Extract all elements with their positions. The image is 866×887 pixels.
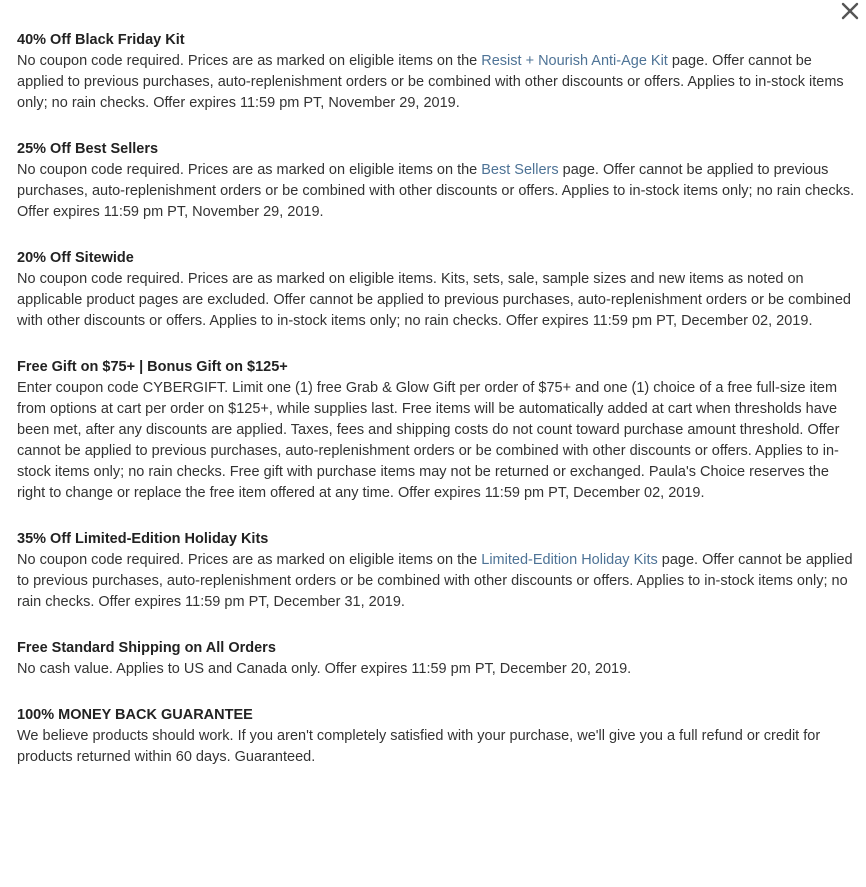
- offer-free-gift: [17, 357, 857, 504]
- offer-description: [17, 659, 857, 680]
- offer-description: [17, 550, 857, 613]
- offer-holiday-kits: [17, 529, 857, 613]
- offer-money-back-guarantee: [17, 705, 857, 768]
- offer-title: Free Gift on $75+ | Bonus Gift on $125+: [17, 359, 288, 375]
- offer-free-shipping: [17, 638, 857, 680]
- offer-black-friday-kit: [17, 30, 857, 114]
- close-icon: [840, 1, 860, 21]
- offer-text-after: page. Offer cannot be applied to previous purchases, auto-replenishment orders or be combined with other discounts or offers. Applies to in-stock items only; no rain checks. Offer expires 11:59 pm PT, December 31, 2019.: [17, 552, 853, 610]
- offer-title: 25% Off Best Sellers: [17, 141, 159, 157]
- offer-text-before: No coupon code required. Prices are as marked on eligible items on the: [17, 162, 482, 178]
- offer-text-before: We believe products should work. If you aren't completely satisfied with your purchase, we'll give you a full refund or credit for products returned within 60 days. Guaranteed.: [17, 728, 821, 765]
- offer-text-before: No coupon code required. Prices are as marked on eligible items. Kits, sets, sale, sample sizes and new items as noted on applicable product pages are excluded. Offer cannot be applied to previous purchases, auto-replenishment orders or be combined with other discounts or offers. Applies to in-stock items only; no rain checks. Offer expires 11:59 pm PT, December 02, 2019.: [17, 271, 851, 329]
- offer-description: [17, 726, 857, 768]
- offer-sitewide: [17, 248, 857, 332]
- offer-title: Free Standard Shipping on All Orders: [17, 640, 276, 656]
- offer-title: 100% MONEY BACK GUARANTEE: [17, 707, 253, 723]
- offer-description: [17, 51, 857, 114]
- offer-description: [17, 378, 857, 504]
- holiday-kits-link[interactable]: Limited-Edition Holiday Kits: [481, 552, 658, 568]
- offer-description: [17, 160, 857, 223]
- offer-text-before: Enter coupon code CYBERGIFT. Limit one (1) free Grab & Glow Gift per order of $75+ and one (1) choice of a free full-size item from options at cart per order on $125+, while supplies last. Free items will be automatically added at cart when thresholds have been met, after any discounts are applied. Taxes, fees and shipping costs do not count toward purchase amount threshold. Offer cannot be applied to previous purchases, auto-replenishment orders or be combined with other discounts or offers. Applies to in-stock items only; no rain checks. Free gift with purchase items may not be returned or exchanged. Paula's Choice reserves the right to change or replace the free item offered at any time. Offer expires 11:59 pm PT, December 02, 2019.: [17, 380, 840, 501]
- offer-text-before: No coupon code required. Prices are as marked on eligible items on the: [17, 53, 482, 69]
- offer-text-before: No coupon code required. Prices are as marked on eligible items on the: [17, 552, 482, 568]
- offer-details-list: [17, 30, 857, 793]
- resist-nourish-kit-link[interactable]: Resist + Nourish Anti-Age Kit: [481, 53, 668, 69]
- best-sellers-link[interactable]: Best Sellers: [481, 162, 559, 178]
- offer-description: [17, 269, 857, 332]
- offer-title: 40% Off Black Friday Kit: [17, 32, 185, 48]
- offer-title: 20% Off Sitewide: [17, 250, 134, 266]
- offer-text-after: page. Offer cannot be applied to previous purchases, auto-replenishment orders or be combined with other discounts or offers. Applies to in-stock items only; no rain checks. Offer expires 11:59 pm PT, November 29, 2019.: [17, 162, 855, 220]
- offer-best-sellers: [17, 139, 857, 223]
- offer-title: 35% Off Limited-Edition Holiday Kits: [17, 531, 269, 547]
- offer-text-before: No cash value. Applies to US and Canada only. Offer expires 11:59 pm PT, December 20, 2019.: [17, 661, 632, 677]
- close-button[interactable]: [840, 1, 860, 21]
- offer-text-after: page. Offer cannot be applied to previous purchases, auto-replenishment orders or be combined with other discounts or offers. Applies to in-stock items only; no rain checks. Offer expires 11:59 pm PT, November 29, 2019.: [17, 53, 844, 111]
